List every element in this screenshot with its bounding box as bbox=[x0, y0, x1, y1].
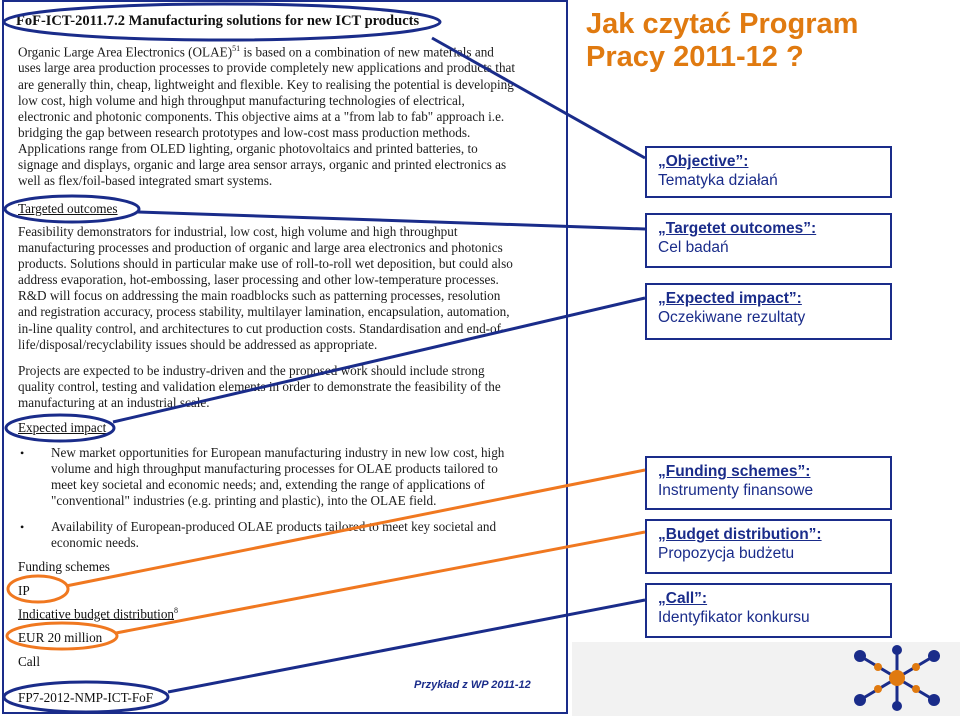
objective-line: bridging the gap between research prototypes and low-cost mass production methods. bbox=[18, 124, 471, 140]
targeted-outcomes-ellipse bbox=[5, 196, 139, 222]
funding-ellipse bbox=[8, 576, 68, 602]
projects-line: Projects are expected to be industry-driven and the proposed work should include strong bbox=[18, 363, 485, 378]
example-caption: Przykład z WP 2011-12 bbox=[414, 679, 531, 691]
impact-line: New market opportunities for European manufacturing industry in new low cost, high bbox=[51, 445, 505, 460]
budget-label: Indicative budget distribution$^8$ bbox=[18, 606, 179, 622]
title-highlight-ellipse bbox=[4, 4, 440, 40]
objective-line: Applications range from OLED lighting, organic photovoltaics and printed batteries, to bbox=[18, 140, 478, 156]
targeted-line: products. Solutions should in particular make use of roll-to-roll wet deposition, but could also bbox=[18, 256, 513, 272]
targeted-line: life/disposal/recyclability issues should be addressed as appropriate. bbox=[18, 336, 378, 352]
expected-impact-heading: Expected impact bbox=[18, 420, 107, 435]
box-key: „Call”: bbox=[658, 590, 708, 607]
targeted-line: in-line quality control, and architectures to cut production costs. Standardisation and end-of- bbox=[18, 320, 506, 336]
targeted-line: manufacturing processes and production of organic and large area electronics and photonics bbox=[18, 240, 503, 256]
funding-scheme-value: IP bbox=[18, 583, 30, 598]
impact-line: economic needs. bbox=[51, 535, 139, 551]
targeted-outcomes-heading: Targeted outcomes bbox=[18, 201, 118, 216]
box-key: „Objective”: bbox=[658, 153, 749, 170]
projects-line: manufacturing at an industrial scale. bbox=[18, 395, 210, 411]
impact-line: meet key societal and economic needs; and, extending the range of applications of bbox=[51, 477, 485, 493]
objective-line: are generally thin, cheap, lightweight and flexible. Key to realising the potential is developing bbox=[18, 76, 514, 92]
objective-line: electronic and photonic components. This objective aims at a "from lab to fab" approach i.e. bbox=[18, 108, 505, 124]
call-ellipse bbox=[4, 682, 168, 712]
slide-title-line: Pracy 2011-12 ? bbox=[586, 41, 804, 73]
objective-line: Organic Large Area Electronics (OLAE)$^{51}$ is based on a combination of new materials and bbox=[18, 44, 494, 60]
box-key: „Targetet outcomes”: bbox=[658, 220, 817, 237]
impact-line: "conventional" industries (e.g. printing and plastic), into the OLAE field. bbox=[51, 493, 437, 509]
box-value: Propozycja budżetu bbox=[658, 545, 795, 562]
budget-connector bbox=[116, 532, 645, 633]
bullet-icon: • bbox=[20, 520, 25, 534]
box-value: Identyfikator konkursu bbox=[658, 609, 810, 626]
objective-line: signage and displays, organic and large area sensor arrays, organic and printed electronics as bbox=[18, 157, 507, 173]
funding-schemes-label: Funding schemes bbox=[18, 559, 110, 574]
impact-connector bbox=[113, 298, 645, 422]
box-key: „Funding schemes”: bbox=[658, 463, 811, 480]
box-value: Instrumenty finansowe bbox=[658, 482, 814, 499]
budget-value: EUR 20 million bbox=[18, 630, 103, 645]
section-title: FoF-ICT-2011.7.2 Manufacturing solutions for new ICT products bbox=[16, 13, 420, 29]
logo-graphic bbox=[854, 645, 940, 711]
call-identifier: FP7-2012-NMP-ICT-FoF bbox=[18, 690, 154, 705]
objective-line: low cost, high volume and high throughput manufacturing technologies of electrical, bbox=[18, 92, 465, 108]
slide-title-line: Jak czytać Program bbox=[586, 8, 859, 40]
box-value: Oczekiwane rezultaty bbox=[658, 309, 806, 326]
objective-line: uses large area production processes to provide completely new applications and products that bbox=[18, 60, 516, 76]
targeted-connector bbox=[138, 212, 645, 229]
expected-impact-ellipse bbox=[6, 415, 114, 441]
box-key: „Expected impact”: bbox=[658, 290, 802, 307]
box-key: „Budget distribution”: bbox=[658, 526, 822, 543]
objective-line: well as flex/foil-based integrated smart systems. bbox=[18, 173, 273, 189]
call-connector bbox=[168, 600, 645, 692]
targeted-line: R&D will focus on addressing the main roadblocks such as patterning processes, resolution bbox=[18, 288, 501, 304]
call-label: Call bbox=[18, 654, 40, 669]
box-value: Tematyka działań bbox=[658, 172, 778, 189]
impact-line: Availability of European-produced OLAE products tailored to meet key societal and bbox=[51, 519, 497, 534]
targeted-line: and registration accuracy, process stability, multilayer lamination, encapsulation, automation, bbox=[18, 304, 510, 320]
objective-connector bbox=[432, 38, 645, 158]
funding-connector bbox=[66, 470, 645, 586]
budget-ellipse bbox=[7, 623, 117, 649]
box-value: Cel badań bbox=[658, 239, 729, 256]
targeted-line: address evaporation, hot-embossing, laser processing and other low-temperature processes. bbox=[18, 272, 499, 288]
projects-line: quality control, testing and validation elements in order to demonstrate the feasibility of the bbox=[18, 379, 501, 395]
bullet-icon: • bbox=[20, 446, 25, 460]
targeted-line: Feasibility demonstrators for industrial, low cost, high volume and high throughput bbox=[18, 224, 458, 239]
impact-line: volume and high throughput manufacturing processes for OLAE products tailored to bbox=[51, 461, 498, 477]
